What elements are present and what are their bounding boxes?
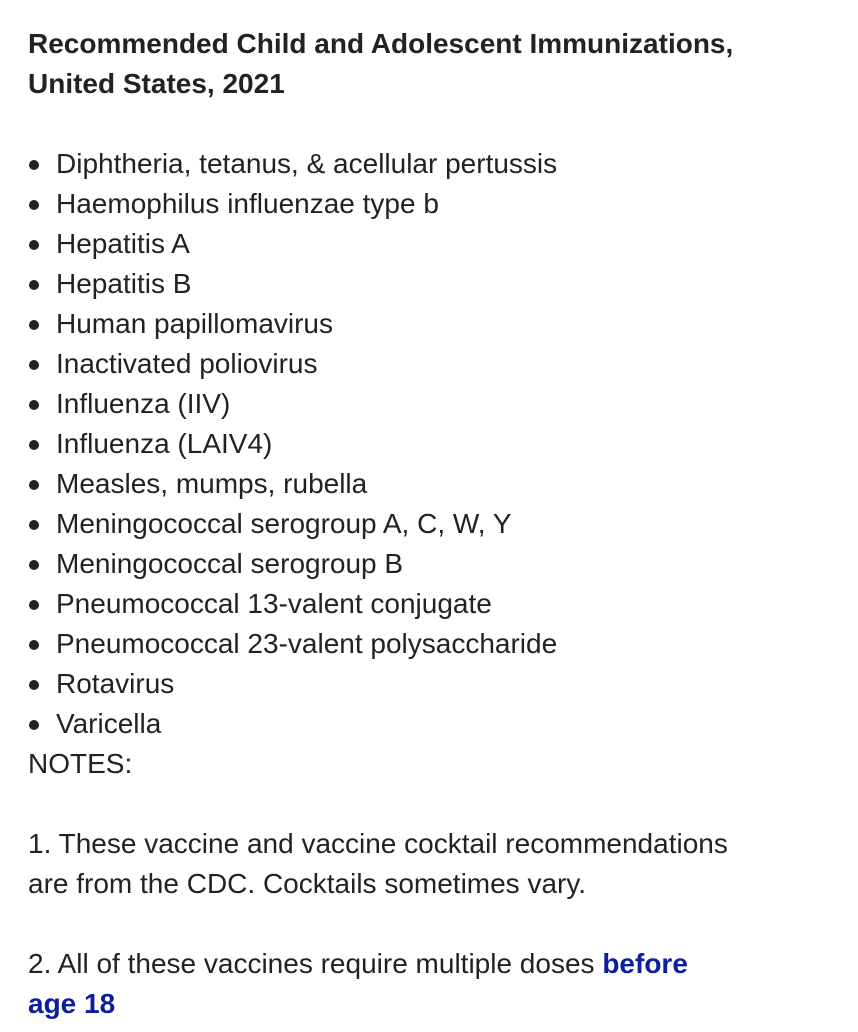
note-1 <box>28 824 858 904</box>
bullet-icon <box>29 400 39 410</box>
title-line-2: United States, 2021 <box>28 68 285 99</box>
bullet-icon <box>29 680 39 690</box>
bullet-icon <box>29 600 39 610</box>
vaccine-name: Influenza (LAIV4) <box>56 428 273 459</box>
vaccine-name: Rotavirus <box>56 668 175 699</box>
vaccine-list <box>28 144 858 744</box>
list-item <box>28 184 858 224</box>
note-1-line-1: 1. These vaccine and vaccine cocktail recommendations <box>28 828 728 859</box>
bullet-icon <box>29 520 39 530</box>
bullet-icon <box>29 720 39 730</box>
vaccine-name: Measles, mumps, rubella <box>56 468 368 499</box>
title-line-1: Recommended Child and Adolescent Immunizations, <box>28 28 734 59</box>
vaccine-name: Pneumococcal 13-valent conjugate <box>56 588 492 619</box>
vaccine-name: Pneumococcal 23-valent polysaccharide <box>56 628 558 659</box>
list-item <box>28 664 858 704</box>
bullet-icon <box>29 440 39 450</box>
notes-heading: NOTES: <box>28 748 133 779</box>
note-2 <box>28 944 858 1024</box>
list-item <box>28 344 858 384</box>
bullet-icon <box>29 560 39 570</box>
bullet-icon <box>29 280 39 290</box>
bullet-icon <box>29 360 39 370</box>
vaccine-name: Human papillomavirus <box>56 308 334 339</box>
note-2-highlight-line-2: age 18 <box>28 988 116 1019</box>
bullet-icon <box>29 240 39 250</box>
vaccine-name: Inactivated poliovirus <box>56 348 318 379</box>
bullet-icon <box>29 640 39 650</box>
list-item <box>28 624 858 664</box>
vaccine-name: Influenza (IIV) <box>56 388 231 419</box>
list-item <box>28 544 858 584</box>
bullet-icon <box>29 320 39 330</box>
note-2-highlight-line-1: before <box>602 948 688 979</box>
list-item <box>28 384 858 424</box>
list-item <box>28 264 858 304</box>
list-item <box>28 304 858 344</box>
vaccine-name: Varicella <box>56 708 162 739</box>
list-item <box>28 424 858 464</box>
list-item <box>28 584 858 624</box>
bullet-icon <box>29 480 39 490</box>
vaccine-name: Meningococcal serogroup A, C, W, Y <box>56 508 512 539</box>
list-item <box>28 144 858 184</box>
vaccine-name: Haemophilus influenzae type b <box>56 188 439 219</box>
list-item <box>28 464 858 504</box>
bullet-icon <box>29 200 39 210</box>
list-item <box>28 224 858 264</box>
list-item <box>28 504 858 544</box>
vaccine-name: Diphtheria, tetanus, & acellular pertussis <box>56 148 558 179</box>
document-title <box>28 24 858 104</box>
note-2-text: 2. All of these vaccines require multiple doses <box>28 948 603 979</box>
bullet-icon <box>29 160 39 170</box>
note-1-line-2: are from the CDC. Cocktails sometimes vary. <box>28 868 587 899</box>
vaccine-name: Meningococcal serogroup B <box>56 548 404 579</box>
vaccine-name: Hepatitis B <box>56 268 192 299</box>
list-item <box>28 704 858 744</box>
vaccine-name: Hepatitis A <box>56 228 190 259</box>
